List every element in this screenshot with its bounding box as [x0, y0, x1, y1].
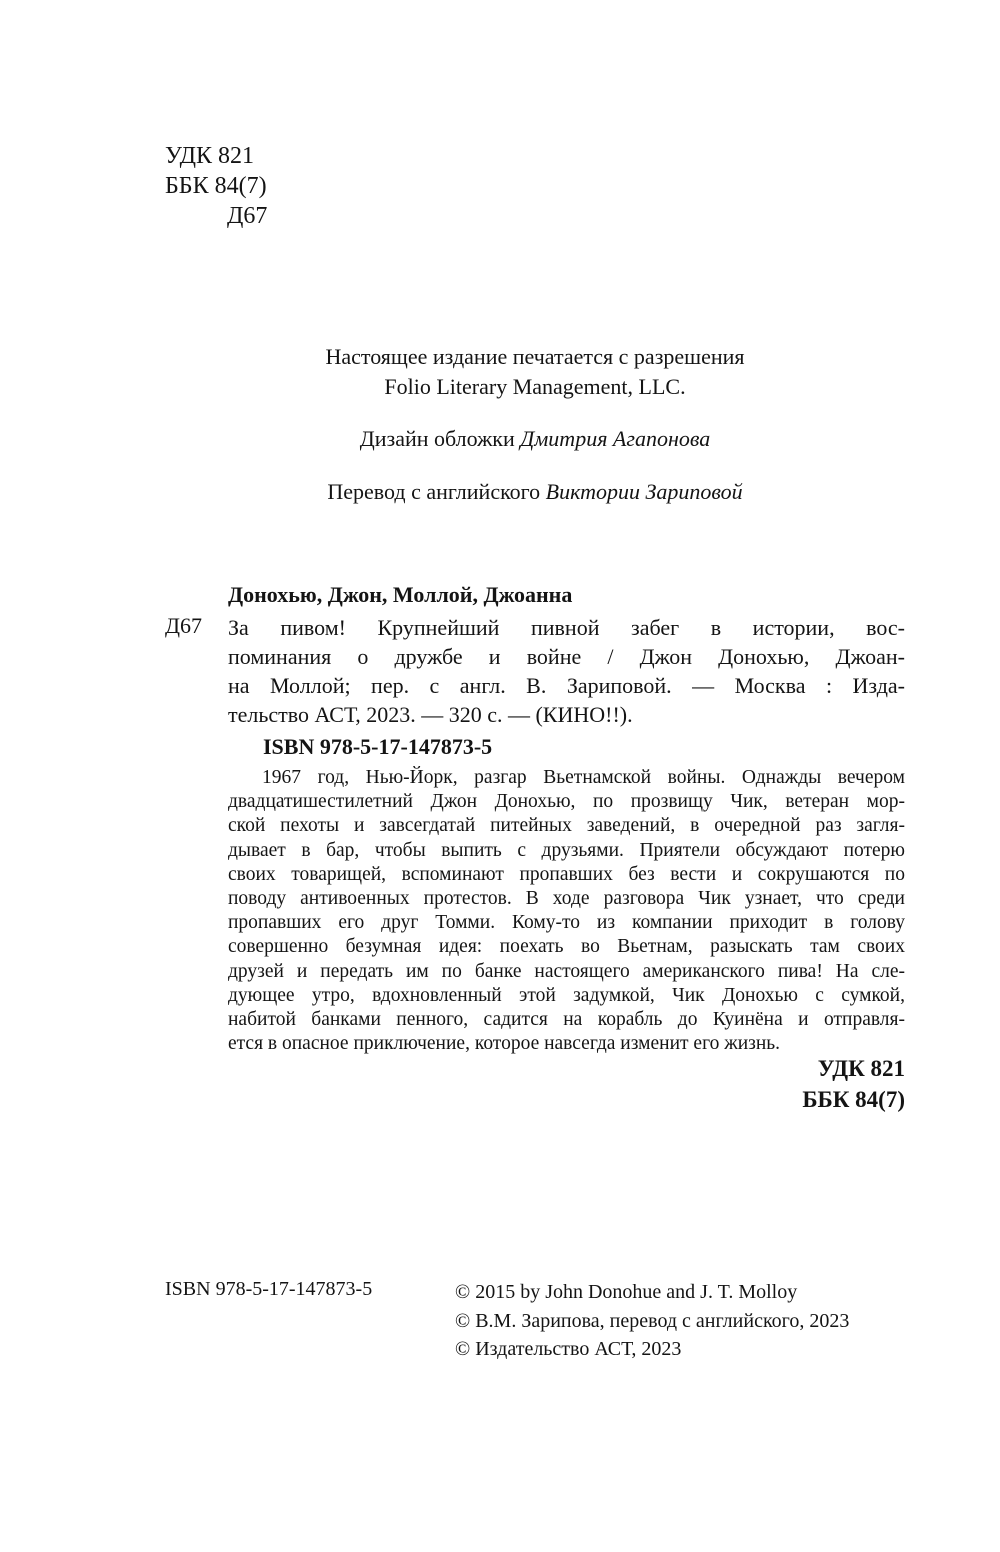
udk-code: УДК 821: [165, 143, 254, 169]
text-line: тельство АСТ, 2023. — 320 с. — (КИНО!!).: [228, 702, 633, 727]
text-line: пропавших его друг Томми. Кому-то из компании приходит в голову: [228, 912, 905, 934]
cover-design-label: Дизайн обложки: [359, 426, 521, 451]
text-line: набитой банками пенного, садится на корабль до Куинёна и отправля-: [228, 1009, 905, 1031]
text-line: © Издательство АСТ, 2023: [455, 1338, 682, 1360]
cover-designer-name: Дмитрия Агапонова: [520, 426, 711, 451]
annotation-text: [228, 766, 905, 1056]
top-classification-codes: [165, 141, 267, 231]
permission-line-1: Настоящее издание печатается с разрешения: [325, 344, 745, 369]
translation-label: Перевод с английского: [327, 479, 546, 504]
text-line: поводу антивоенных протестов. В ходе разговора Чик узнает, что среди: [228, 888, 905, 910]
text-line: За пивом! Крупнейший пивной забег в истории, вос-: [228, 615, 905, 640]
text-line: 1967 год, Нью-Йорк, разгар Вьетнамской войны. Однажды вечером: [262, 767, 905, 788]
text-line: поминания о дружбе и войне / Джон Донохью, Джоан-: [228, 644, 905, 669]
translator-name: Виктории Зариповой: [545, 479, 743, 504]
cover-design-credit: [165, 424, 905, 454]
text-line: ется в опасное приключение, которое навсегда изменит его жизнь.: [228, 1033, 781, 1055]
text-line: дывает в бар, чтобы выпить с друзьями. Приятели обсуждают потерю: [228, 839, 905, 861]
text-line: своих товарищей, вспоминают пропавших без вести и сокрушаются по: [228, 863, 905, 885]
text-line: друзей и передать им по банке настоящего американского пива! На сле-: [228, 960, 905, 982]
author-sign-code: Д67: [227, 203, 268, 229]
text-line: двадцатишестилетний Джон Донохью, по прозвищу Чик, ветеран мор-: [228, 791, 905, 813]
bib-description: [228, 613, 905, 729]
bib-authors: Донохью, Джон, Моллой, Джоанна: [228, 582, 573, 607]
text-line: на Моллой; пер. с англ. В. Зариповой. — Москва : Изда-: [228, 673, 905, 698]
bbk-code-bottom: ББК 84(7): [802, 1087, 905, 1112]
udk-code-bottom: УДК 821: [817, 1056, 905, 1081]
text-line: ской пехоты и завсегдатай питейных заведений, в очередной раз загля-: [228, 815, 905, 837]
bib-isbn: ISBN 978-5-17-147873-5: [263, 734, 493, 759]
text-line: совершенно безумная идея: поехать во Вьетнам, разыскать там своих: [228, 936, 905, 958]
permission-line-2: Folio Literary Management, LLC.: [384, 374, 686, 399]
copyright-block: [455, 1278, 849, 1364]
bib-margin-code: Д67: [165, 613, 203, 638]
footer-isbn: ISBN 978-5-17-147873-5: [165, 1278, 373, 1300]
text-line: © 2015 by John Donohue and J. T. Molloy: [455, 1281, 798, 1303]
bbk-code: ББК 84(7): [165, 173, 267, 199]
permission-notice: [165, 342, 905, 402]
translation-credit: [165, 477, 905, 507]
bottom-classification-codes: [228, 1053, 905, 1115]
text-line: дующее утро, вдохновленный этой задумкой, Чик Донохью с сумкой,: [228, 984, 905, 1006]
text-line: © В.М. Зарипова, перевод с английского, 2023: [455, 1309, 850, 1332]
